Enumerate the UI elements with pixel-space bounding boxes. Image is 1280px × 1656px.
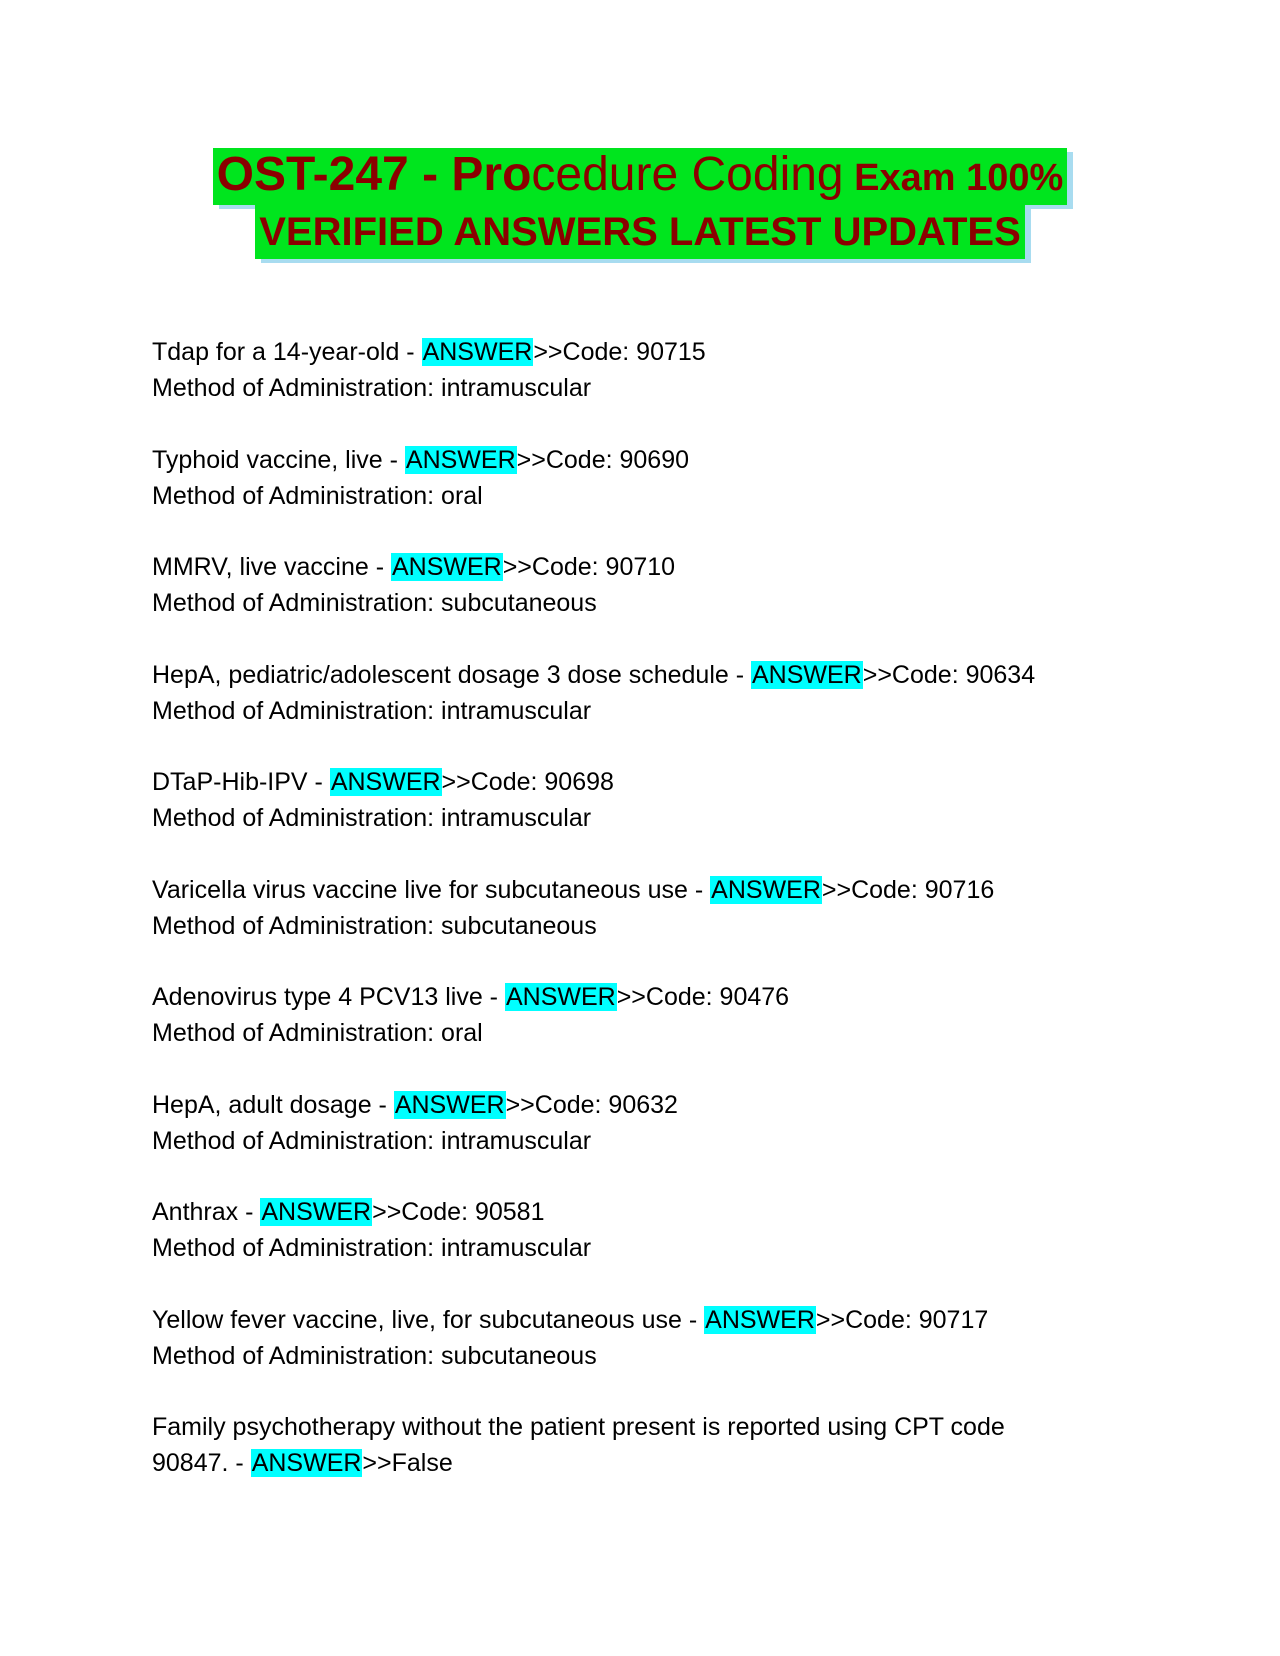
qa-item — [152, 442, 1152, 514]
answer-tag: ANSWER — [752, 660, 862, 689]
answer-tag: ANSWER — [394, 1090, 505, 1119]
answer-method: Method of Administration: subcutaneous — [152, 1341, 597, 1370]
question: DTaP-Hib-IPV - — [152, 768, 330, 796]
qa-item — [152, 1087, 1152, 1159]
qa-item — [152, 764, 1152, 836]
answer-code: >>Code: 90476 — [616, 983, 790, 1011]
question-continued: 90847. - — [152, 1449, 251, 1477]
answer-tag: ANSWER — [422, 338, 533, 366]
title-part-2: cedure Coding — [531, 148, 844, 201]
qa-item — [152, 1302, 1152, 1374]
question: HepA, adult dosage - — [152, 1090, 394, 1119]
answer-code: >>Code: 90634 — [862, 660, 1036, 689]
answer-tag: ANSWER — [505, 983, 616, 1011]
answer-tag: ANSWER — [261, 1198, 372, 1226]
answer-method: Method of Administration: intramuscular — [152, 804, 592, 832]
question: Typhoid vaccine, live - — [152, 445, 405, 474]
question: HepA, pediatric/adolescent dosage 3 dose schedule - — [152, 660, 751, 689]
answer-method: Method of Administration: intramuscular — [152, 1234, 592, 1262]
question: MMRV, live vaccine - — [152, 553, 391, 581]
answer-code: >>Code: 90581 — [372, 1198, 545, 1226]
qa-item — [152, 1194, 1152, 1266]
answer-tag: ANSWER — [391, 553, 502, 581]
answer-method: Method of Administration: oral — [152, 1019, 483, 1047]
answer-code: >>Code: 90716 — [821, 875, 995, 904]
qa-item — [152, 979, 1152, 1051]
answer-method: Method of Administration: intramuscular — [152, 374, 592, 402]
answer-method: Method of Administration: intramuscular — [152, 696, 592, 725]
answer-tag: ANSWER — [251, 1449, 362, 1477]
question: Varicella virus vaccine live for subcutaneous use - — [152, 875, 711, 904]
question: Anthrax - — [152, 1198, 261, 1226]
qa-item — [152, 872, 1152, 944]
title-line-1 — [213, 148, 1068, 205]
qa-item — [152, 657, 1152, 729]
answer-code: >>Code: 90710 — [502, 553, 676, 581]
answer-code: >>Code: 90632 — [505, 1090, 678, 1119]
answer-code: >>Code: 90715 — [533, 338, 706, 366]
answer-code: >>Code: 90690 — [516, 445, 690, 474]
answer-method: Method of Administration: subcutaneous — [152, 911, 597, 940]
answer-tag: ANSWER — [330, 768, 441, 796]
qa-item — [152, 334, 1152, 406]
document-title — [0, 148, 1280, 259]
question: Yellow fever vaccine, live, for subcutaneous use - — [152, 1305, 705, 1334]
title-part-3: Exam 100% — [843, 157, 1064, 199]
answer-code: >>Code: 90717 — [815, 1305, 989, 1334]
answer-method: Method of Administration: oral — [152, 481, 483, 510]
answer-tag: ANSWER — [405, 445, 516, 474]
title-part-1: OST-247 - Pro — [216, 148, 532, 201]
qa-item — [152, 549, 1152, 621]
qa-list — [152, 334, 1152, 1517]
qa-item — [152, 1409, 1152, 1481]
answer-code: >>Code: 90698 — [441, 768, 614, 796]
answer-tag: ANSWER — [705, 1305, 815, 1334]
question: Family psychotherapy without the patient present is reported using CPT code — [152, 1413, 1005, 1441]
title-line-2: VERIFIED ANSWERS LATEST UPDATES — [255, 205, 1025, 259]
question: Tdap for a 14-year-old - — [152, 338, 422, 366]
answer-method: Method of Administration: intramuscular — [152, 1126, 592, 1155]
answer-tag: ANSWER — [711, 875, 821, 904]
answer-value: >>False — [362, 1449, 453, 1477]
question: Adenovirus type 4 PCV13 live - — [152, 983, 505, 1011]
answer-method: Method of Administration: subcutaneous — [152, 589, 597, 617]
